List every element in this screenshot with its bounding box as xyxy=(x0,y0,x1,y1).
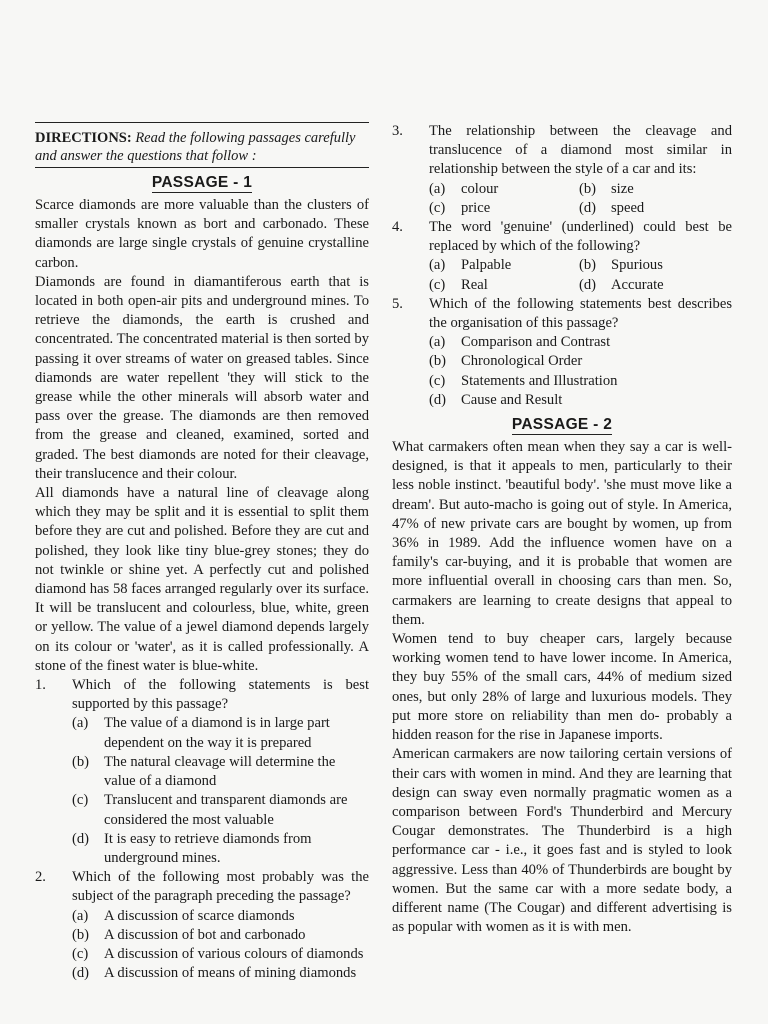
option-letter: (b) xyxy=(579,257,597,274)
option-text: A discussion of bot and carbonado xyxy=(104,926,306,943)
option-text: It is easy to retrieve diamonds from underground mines. xyxy=(104,830,312,866)
question-number: 2. xyxy=(35,869,46,886)
question-5 xyxy=(392,295,732,333)
directions-label: DIRECTIONS: xyxy=(35,130,132,146)
option-letter: (d) xyxy=(579,199,597,216)
passage-2-paragraph-2: Women tend to buy cheaper cars, largely because working women tend to have lower income. In America, they buy 55% of the small cars, 44% of medium sized ones, but only 28% of large and luxurious models. They put more store on reliability than men do- probably a hidden reason for the rise in Japanese imports. xyxy=(392,631,732,744)
question-1-option-b xyxy=(35,753,369,791)
option-letter: (c) xyxy=(72,792,89,809)
option-letter: (d) xyxy=(429,391,447,408)
option-letter: (a) xyxy=(72,715,89,732)
question-2-option-c xyxy=(35,945,369,964)
passage-1-paragraph-3: All diamonds have a natural line of cleavage along which they may be split and it is essential to split them before they are cut and polished. Before they are cut and polished, they look like tiny blue-grey stones; they do not twinkle or shine yet. A perfectly cut and polished diamond has 58 faces arranged regularly over its surface. It will be translucent and colourless, blue, white, green or yellow. The value of a jewel diamond depends largely on its colour or 'water', as it is called professionally. A stone of the finest water is blue-white. xyxy=(35,485,369,674)
passage-2-heading: PASSAGE - 2 xyxy=(511,416,613,434)
question-text: Which of the following statements best describes the organisation of this passage? xyxy=(429,295,732,332)
passage-2-paragraph-1: What carmakers often mean when they say a car is well-designed, is that it appeals to men, particularly to their less noble instinct. 'beautiful body'. 'she must move like a dream'. But auto-macho is going out of style. In America, 47% of new private cars are bought by women, up from 36% in 1989. Add the influence women have on a family's car-buying, and it is probable that women are more influential overall in choosing cars than men. So, carmakers are learning to create designs that appeal to them. xyxy=(392,439,732,628)
option-letter: (d) xyxy=(72,830,90,847)
left-column xyxy=(35,122,369,983)
question-4-options-row-1 xyxy=(392,256,732,275)
question-2-option-b xyxy=(35,926,369,945)
question-3-option-b xyxy=(579,180,729,199)
question-number: 4. xyxy=(392,219,403,236)
option-text: A discussion of various colours of diamonds xyxy=(104,945,364,962)
option-letter: (c) xyxy=(429,372,446,389)
option-letter: (a) xyxy=(429,180,446,197)
question-4 xyxy=(392,218,732,256)
option-text: Statements and Illustration xyxy=(461,372,618,389)
option-text: A discussion of scarce diamonds xyxy=(104,907,295,924)
option-text: Translucent and transparent diamonds are considered the most valuable xyxy=(104,792,348,828)
question-5-option-a xyxy=(392,333,732,352)
right-column xyxy=(392,122,732,937)
option-text: Real xyxy=(461,276,488,293)
option-text: Accurate xyxy=(611,276,664,293)
option-text: speed xyxy=(611,199,645,216)
passage-1-paragraph-2: Diamonds are found in diamantiferous earth that is located in both open-air pits and underground mines. To retrieve the diamonds, the earth is crushed and concentrated. The concentrated material is then sorted by passing it over streams of water on greased tables. Since diamonds are water repellent 'they will stick to the grease while the other minerals will absorb water and pass over the grease. The diamonds are then removed from the grease and cleaned, examined, sorted and graded. The best diamonds are noted for their cleavage, their translucence and their colour. xyxy=(35,273,369,482)
option-text: price xyxy=(461,199,491,216)
option-text: Spurious xyxy=(611,257,663,274)
passage-1-heading-wrap xyxy=(35,174,369,192)
option-letter: (b) xyxy=(72,753,90,770)
option-letter: (c) xyxy=(72,945,89,962)
option-text: A discussion of means of mining diamonds xyxy=(104,965,357,982)
question-3-options-row-2 xyxy=(392,199,732,218)
option-text: The value of a diamond is in large part dependent on the way it is prepared xyxy=(104,715,330,751)
question-5-option-d xyxy=(392,391,732,410)
question-2 xyxy=(35,868,369,906)
question-3 xyxy=(392,122,732,180)
question-3-options-row-1 xyxy=(392,180,732,199)
option-text: Palpable xyxy=(461,257,512,274)
question-text: Which of the following statements is best supported by this passage? xyxy=(72,677,369,713)
option-text: Chronological Order xyxy=(461,353,583,370)
option-letter: (b) xyxy=(72,926,90,943)
option-text: size xyxy=(611,180,634,197)
option-letter: (b) xyxy=(429,353,447,370)
option-letter: (a) xyxy=(429,334,446,351)
passage-2-heading-wrap xyxy=(392,416,732,434)
question-text: The relationship between the cleavage and translucence of a diamond most similar in relationship between the style of a car and its: xyxy=(429,123,732,178)
passage-1-heading: PASSAGE - 1 xyxy=(151,174,253,191)
option-letter: (a) xyxy=(429,257,446,274)
option-letter: (b) xyxy=(579,180,597,197)
question-3-option-a xyxy=(429,180,579,199)
question-text: Which of the following most probably was the subject of the paragraph preceding the passage? xyxy=(72,869,369,905)
question-5-option-c xyxy=(392,372,732,391)
directions-block xyxy=(35,122,369,168)
question-2-option-a xyxy=(35,907,369,926)
option-text: Comparison and Contrast xyxy=(461,334,611,351)
option-text: Cause and Result xyxy=(461,391,563,408)
question-1-option-a xyxy=(35,714,369,752)
directions-text: Read the following passages carefully and answer the questions that follow : xyxy=(35,130,356,164)
option-letter: (c) xyxy=(429,276,446,293)
question-text: The word 'genuine' (underlined) could best be replaced by which of the following? xyxy=(429,219,732,255)
question-3-option-d xyxy=(579,199,729,218)
question-1-option-d xyxy=(35,830,369,868)
question-number: 3. xyxy=(392,123,403,139)
question-4-option-a xyxy=(429,256,579,275)
option-letter: (a) xyxy=(72,907,89,924)
question-number: 1. xyxy=(35,677,46,694)
option-text: colour xyxy=(461,180,499,197)
question-4-option-c xyxy=(429,276,579,295)
option-letter: (d) xyxy=(579,276,597,293)
option-text: The natural cleavage will determine the value of a diamond xyxy=(104,753,336,790)
question-4-option-b xyxy=(579,256,729,275)
question-2-option-d xyxy=(35,964,369,983)
passage-2-paragraph-3: American carmakers are now tailoring certain versions of their cars with women in mind. And they are learning that design can sway even normally pragmatic women as a comparison between Ford's Thunderbird and Mercury Cougar demonstrates. The Thunderbird is a high performance car - i.e., it goes fast and is styled to look aggressive. Less than 40% of Thunderbirds are bought by women. But the same car with a more sedate body, a different name (The Cougar) and different advertising is as popular with women as it is with men. xyxy=(392,746,732,936)
question-1 xyxy=(35,676,369,714)
option-letter: (c) xyxy=(429,199,446,216)
question-4-options-row-2 xyxy=(392,276,732,295)
question-5-option-b xyxy=(392,352,732,371)
passage-1-paragraph-1: Scarce diamonds are more valuable than the clusters of smaller crystals known as bort and carbonado. These diamonds are large single crystals of genuine crystalline carbon. xyxy=(35,197,369,271)
question-number: 5. xyxy=(392,295,403,312)
directions xyxy=(35,129,369,168)
question-1-option-c xyxy=(35,791,369,829)
option-letter: (d) xyxy=(72,965,90,982)
question-4-option-d xyxy=(579,276,729,295)
question-3-option-c xyxy=(429,199,579,218)
